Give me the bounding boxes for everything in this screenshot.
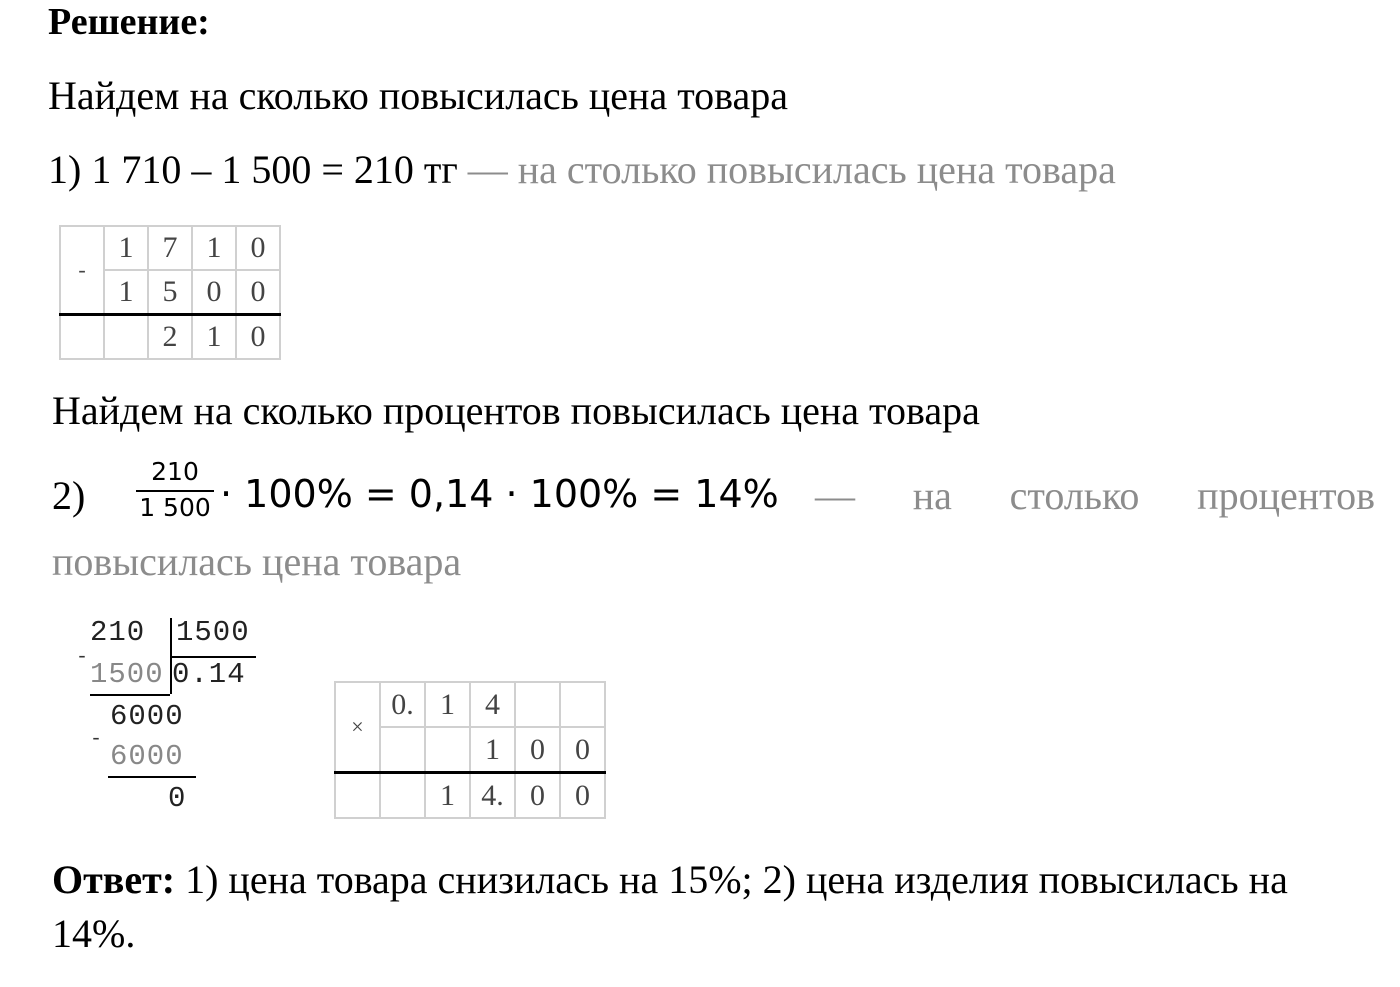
digit-cell: 1 [192,315,236,360]
fraction [134,456,216,524]
digit-cell: 0 [560,773,605,819]
division-underline-1 [90,694,170,696]
digit-cell [60,315,104,360]
division-quotient-line [170,656,256,658]
remainder-1: 6000 [110,700,184,733]
subtraction-table [59,225,281,360]
division-underline-2 [108,776,196,778]
digit-cell: 5 [148,270,192,315]
desc-word: столько [1009,473,1140,518]
subtrahend-1: 1500 [90,658,164,691]
digit-cell [515,682,560,727]
minus-sign: - [60,226,104,315]
digit-cell: 4. [470,773,515,819]
digit-cell: 0 [236,270,280,315]
answer [52,856,1288,904]
divisor: 1500 [176,616,250,649]
find-percent-text: Найдем на сколько процентов повысилась цена товара [52,388,980,433]
digit-cell [425,727,470,773]
digit-cell: 2 [148,315,192,360]
solution-heading: Решение: [48,1,210,43]
digit-cell: 7 [148,226,192,270]
digit-cell: 0 [515,727,560,773]
digit-cell: 1 [425,682,470,727]
multiplication-table [334,681,606,819]
digit-cell: 0. [380,682,425,727]
step-1-description: — на столько повысилась цена товара [457,147,1116,192]
step-1-equation: 1) 1 710 – 1 500 = 210 тг [48,147,458,192]
answer-continued: 14%. [52,911,136,956]
digit-cell: 1 [104,226,148,270]
multiply-sign: × [335,682,380,773]
digit-cell [104,315,148,360]
minus-sign: - [90,728,103,751]
digit-cell [380,773,425,819]
digit-cell [335,773,380,819]
step-2-formula: · 100% = 0,14 · 100% = 14% [220,472,779,516]
digit-cell [560,682,605,727]
step-2-description-continued: повысилась цена товара [52,539,462,584]
long-division [76,616,276,816]
digit-cell: 1 [470,727,515,773]
digit-cell: 4 [470,682,515,727]
digit-cell: 0 [236,315,280,360]
answer-label: Ответ: [52,857,176,902]
digit-cell: 1 [104,270,148,315]
minus-sign: - [76,646,89,669]
desc-word: процентов [1197,473,1375,518]
find-increase-text: Найдем на сколько повысилась цена товара [48,73,789,118]
digit-cell: 0 [515,773,560,819]
digit-cell: 1 [192,226,236,270]
desc-word: на [912,473,952,518]
fraction-denominator: 1 500 [139,493,211,522]
digit-cell: 0 [192,270,236,315]
digit-cell: 0 [236,226,280,270]
digit-cell [380,727,425,773]
answer-text: 1) цена товара снизилась на 15%; 2) цена изделия повысилась на [175,857,1288,902]
step-2-number: 2) [52,473,86,518]
digit-cell: 0 [560,727,605,773]
quotient: 0.14 [172,658,246,691]
remainder-2: 0 [168,782,187,815]
subtrahend-2: 6000 [110,740,184,773]
fraction-numerator: 210 [151,457,199,486]
step-2-description [815,472,1375,520]
digit-cell: 1 [425,773,470,819]
step-1 [48,146,1116,194]
dividend: 210 [90,616,146,649]
desc-word: — [815,473,855,518]
